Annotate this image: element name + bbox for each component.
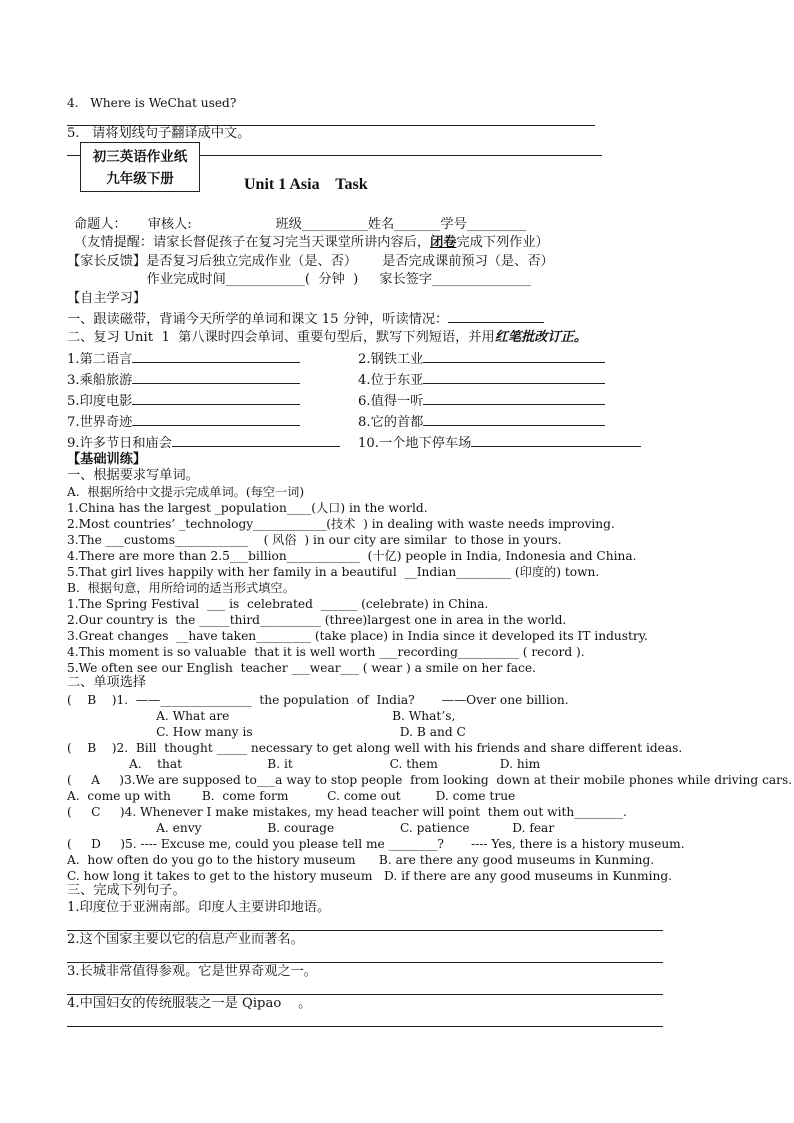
self-study-item-2: [67, 330, 587, 346]
answer-blank[interactable]: [423, 392, 605, 405]
phrase-label: 6.值得一听: [358, 394, 424, 409]
answer-blank[interactable]: [423, 371, 605, 384]
phrase-label: 7.世界奇迹: [67, 415, 133, 430]
part-b-line: 1.The Spring Festival ___ is celebrated ______ (celebrate) in China.: [67, 597, 489, 611]
part-a-line: 4.There are more than 2.5___billion____________ (十亿) people in India, Indonesia and China.: [67, 549, 637, 563]
translate-sentence: 1.印度位于亚洲南部。印度人主要讲印地语。: [67, 900, 331, 915]
part-b-line: 2.Our country is the _____third__________ (three)largest one in area in the world.: [67, 613, 567, 627]
mc-line: C. How many is D. B and C: [67, 725, 466, 739]
mc-line: A. that B. it C. them D. him: [67, 757, 541, 771]
part-a-line: 1.China has the largest _population____(人口) in the world.: [67, 501, 428, 515]
mc-line: A. envy B. courage C. patience D. fear: [67, 821, 555, 835]
part-a-line: 2.Most countries’ _technology____________(技术 ) in dealing with waste needs improving.: [67, 517, 615, 531]
translate-sentence: 3.长城非常值得参观。它是世界奇观之一。: [67, 964, 317, 979]
answer-blank[interactable]: [132, 371, 300, 384]
mc-line: ( B )1. ——_______________ the population of India? ——Over one billion.: [67, 693, 569, 707]
mc-line: ( C )4. Whenever I make mistakes, my head teacher will point them out with________.: [67, 805, 627, 819]
answer-blank[interactable]: [172, 434, 340, 447]
part-a-line: 3.The ___customs____________ ( 风俗 ) in our city are similar to those in yours.: [67, 533, 562, 547]
self-study-item-1: [67, 310, 544, 328]
worksheet-label-line2: 九年级下册: [106, 171, 174, 187]
basic-training-heading: 【基础训练】: [67, 452, 147, 467]
answer-blank[interactable]: [132, 392, 300, 405]
self-study-item-2-emphasis: 红笔批改订正。: [494, 330, 588, 345]
mc-line: A. how often do you go to the history museum B. are there any good museums in Kunming.: [67, 853, 655, 867]
phrase-label: 4.位于东亚: [358, 373, 424, 388]
answer-blank[interactable]: [423, 413, 605, 426]
answer-line: [67, 962, 663, 963]
phrase-item: [67, 413, 300, 431]
answer-blank[interactable]: [132, 350, 300, 363]
mc-line: ( B )2. Bill thought _____ necessary to get along well with his friends and share different ideas.: [67, 741, 683, 755]
phrase-label: 3.乘船旅游: [67, 373, 133, 388]
translate-sentence: 4.中国妇女的传统服装之一是 Qipao 。: [67, 996, 312, 1011]
phrase-item: [358, 413, 605, 431]
phrase-item: [358, 434, 641, 452]
phrase-item: [358, 392, 605, 410]
translate-sentence: 2.这个国家主要以它的信息产业而著名。: [67, 932, 304, 947]
answer-line: [67, 1026, 663, 1027]
answer-line: [67, 994, 663, 995]
phrase-item: [67, 434, 340, 452]
answer-blank[interactable]: [448, 310, 544, 323]
section-1-heading: 一、根据要求写单词。: [67, 468, 199, 483]
phrase-label: 1.第二语言: [67, 352, 133, 367]
section-2-heading: 二、单项选择: [67, 675, 147, 690]
page-title: Unit 1 Asia Task: [244, 176, 368, 193]
question-5: 5. 请将划线句子翻译成中文。: [67, 126, 251, 141]
reminder-line: [74, 235, 549, 251]
reminder-text-c: 完成下列作业）: [456, 235, 549, 250]
question-4: 4. Where is WeChat used?: [67, 96, 237, 110]
reminder-text-b: 闭卷: [430, 235, 457, 250]
mc-line: ( D )5. ---- Excuse me, could you please tell me ________? ---- Yes, there is a history museum.: [67, 837, 685, 851]
phrase-item: [67, 350, 300, 368]
phrase-item: [67, 371, 300, 389]
part-b-line: 3.Great changes __have taken_________ (take place) in India since it developed its IT industry.: [67, 629, 648, 643]
worksheet-label-box: [80, 142, 200, 192]
phrase-item: [358, 371, 605, 389]
part-b-line: 5.We often see our English teacher ___wear___ ( wear ) a smile on her face.: [67, 661, 536, 675]
self-study-heading: 【自主学习】: [67, 291, 147, 306]
mc-line: C. how long it takes to get to the history museum D. if there are any good museums in Kunming.: [67, 869, 672, 883]
answer-blank[interactable]: [132, 413, 300, 426]
phrase-item: [358, 350, 605, 368]
section-3-heading: 三、完成下列句子。: [67, 883, 186, 898]
mc-line: A. come up with B. come form C. come out D. come true: [67, 789, 516, 803]
reminder-text-a: （友情提醒：请家长督促孩子在复习完当天课堂所讲内容后，: [74, 235, 431, 250]
phrase-label: 5.印度电影: [67, 394, 133, 409]
self-study-item-1-text: 一、跟读磁带，背诵今天所学的单词和课文 15 分钟，听读情况：: [67, 312, 449, 327]
part-a-instruction: A. 根据所给中文提示完成单词。(每空一词): [67, 485, 305, 499]
parent-feedback-1: 【家长反馈】是否复习后独立完成作业（是、否） 是否完成课前预习（是、否）: [67, 254, 554, 269]
answer-blank[interactable]: [471, 434, 641, 447]
mc-line: ( A )3.We are supposed to___a way to stop people from looking down at their mobile phones while driving cars.: [67, 773, 793, 787]
part-b-instruction: B. 根据句意，用所给词的适当形式填空。: [67, 581, 295, 595]
phrase-label: 2.钢铁工业: [358, 352, 424, 367]
answer-line: [67, 930, 663, 931]
info-line: 命题人： 审核人: 班级__________姓名_______学号_________: [74, 217, 527, 232]
answer-blank[interactable]: [423, 350, 605, 363]
part-b-line: 4.This moment is so valuable that it is well worth ___recording__________ ( record ).: [67, 645, 585, 659]
phrase-label: 8.它的首都: [358, 415, 424, 430]
part-a-line: 5.That girl lives happily with her family in a beautiful __Indian_________ (印度的) town.: [67, 565, 600, 579]
phrase-label: 9.许多节日和庙会: [67, 436, 172, 451]
worksheet-label-line1: 初三英语作业纸: [92, 149, 188, 165]
self-study-item-2-text: 二、复习 Unit 1 第八课时四会单词、重要句型后，默写下列短语，并用: [67, 330, 495, 345]
phrase-label: 10.一个地下停车场: [358, 436, 472, 451]
mc-line: A. What are B. What’s,: [67, 709, 456, 723]
parent-feedback-2: 作业完成时间____________( 分钟 ) 家长签字_______________: [67, 272, 531, 287]
phrase-item: [67, 392, 300, 410]
